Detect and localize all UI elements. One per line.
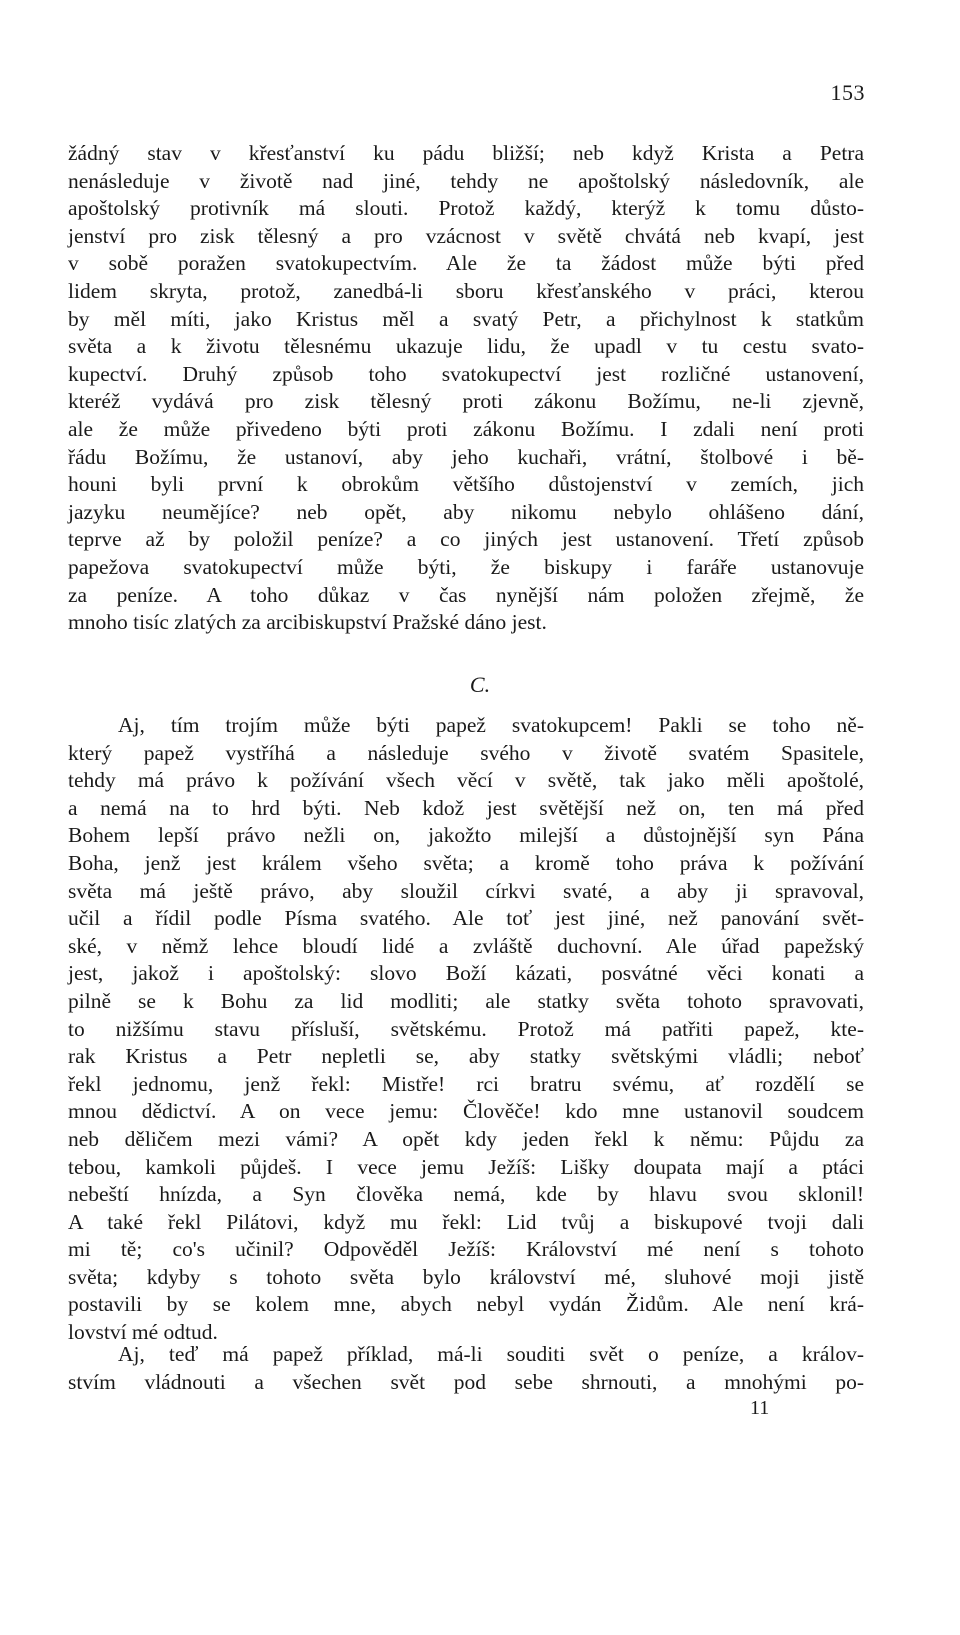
text-line: učil a řídil podle Písma svatého. Ale toť jest jiné, než panování svět- (68, 906, 864, 931)
text-line: světa a k životu tělesnému ukazuje lidu, že upadl v tu cestu svato- (68, 334, 864, 359)
text-line: řekl jednomu, jenž řekl: Mistře! rci bratru svému, ať rozdělí se (68, 1071, 864, 1096)
text-line: neb děličem mezi vámi? A opět kdy jeden řekl k němu: Půjdu za (68, 1126, 864, 1151)
paragraph-2 (68, 712, 864, 1347)
text-line: Aj, tím trojím může býti papež svatokupcem! Pakli se toho ně- (118, 713, 864, 737)
page-number: 153 (830, 80, 865, 105)
text-line: v sobě poražen svatokupectvím. Ale že ta žádost může býti před (68, 251, 864, 276)
text-line: řádu Božímu, že ustanoví, aby jeho kuchaři, vrátní, štolbové i bě- (68, 444, 864, 469)
text-line: mnoho tisíc zlatých za arcibiskupství Pražské dáno jest. (68, 610, 547, 635)
text-line: pilně se k Bohu za lid modliti; ale statky světa tohoto spravovati, (68, 988, 864, 1013)
text-line: teprve až by položil peníze? a co jiných jest ustanovení. Třetí způsob (68, 527, 864, 552)
text-line: světa; kdyby s tohoto světa bylo království mé, sluhové moji jistě (68, 1264, 864, 1289)
text-line: papežova svatokupectví může býti, že biskupy i faráře ustanovuje (68, 554, 864, 579)
section-heading: C. (469, 672, 491, 697)
text-line: mi tě; co's učinil? Odpověděl Ježíš: Království mé není s tohoto (68, 1237, 864, 1262)
text-line: Bohem lepší právo nežli on, jakožto milejší a důstojnější syn Pána (68, 823, 864, 848)
text-line: postavili by se kolem mne, abych nebyl vydán Židům. Ale není krá- (68, 1292, 864, 1317)
text-line: nebeští hnízda, a Syn člověka nemá, kde by hlavu svou sklonil! (68, 1182, 864, 1207)
printer-signature-mark: 11 (750, 1397, 770, 1419)
paragraph-3 (68, 1341, 864, 1396)
text-line: kupectví. Druhý způsob toho svatokupectví jest rozličné ustanovení, (68, 361, 864, 386)
text-line: apoštolský protivník má slouti. Protož každý, kterýž k tomu důsto- (68, 196, 864, 221)
text-line: to nižšímu stavu přísluší, světskému. Protož má patřiti papež, kte- (68, 1016, 864, 1041)
text-line: jazyku neumějíce? neb opět, aby nikomu nebylo ohlášeno dání, (68, 499, 864, 524)
text-line: tehdy má právo k požívání všech věcí v světě, tak jako měli apoštolé, (68, 768, 864, 793)
text-line: za peníze. A toho důkaz v čas nynější nám položen zřejmě, že (68, 582, 864, 607)
text-line: a nemá na to hrd býti. Neb kdož jest světější než on, ten má před (68, 795, 864, 820)
text-line: Boha, jenž jest králem všeho světa; a kromě toho práva k požívání (68, 850, 864, 875)
text-line: jest, jakož i apoštolský: slovo Boží kázati, posvátné věci konati a (68, 961, 864, 986)
text-line: kteréž vydává pro zisk tělesný proti zákonu Božímu, ne-li zjevně, (68, 389, 864, 414)
text-line: ale že může přivedeno býti proti zákonu Božímu. I zdali není proti (68, 416, 864, 441)
text-line: by měl míti, jako Kristus měl a svatý Petr, a přichylnost k statkům (68, 306, 864, 331)
text-line: tebou, kamkoli půjdeš. I vece jemu Ježíš: Lišky doupata mají a ptáci (68, 1154, 864, 1179)
text-line: světa má ještě právo, aby sloužil církvi svaté, a aby ji spravoval, (68, 878, 864, 903)
text-line: Aj, teď má papež příklad, má-li souditi svět o peníze, a králov- (118, 1342, 864, 1366)
text-line: jenství pro zisk tělesný a pro vzácnost v světě chvátá neb kvapí, jest (68, 223, 864, 248)
text-line: lovství mé odtud. (68, 1320, 218, 1345)
text-line: nenásleduje v životě nad jiné, tehdy ne apoštolský následovník, ale (68, 168, 864, 193)
text-line: houni byli první k obrokům většího důstojenství v zemích, jich (68, 472, 864, 497)
text-line: rak Kristus a Petr nepletli se, aby statky světskými vládli; neboť (68, 1044, 864, 1069)
text-line: který papež vystříhá a následuje svého v životě svatém Spasitele, (68, 740, 864, 765)
paragraph-1 (68, 140, 864, 637)
text-line: lidem skryta, protož, zanedbá-li sboru křesťanského v práci, kterou (68, 278, 864, 303)
text-line: žádný stav v křesťanství ku pádu bližší; neb když Krista a Petra (68, 141, 864, 165)
text-line: mnou dědictví. A on vece jemu: Člověče! kdo mne ustanovil soudcem (68, 1099, 864, 1124)
text-line: stvím vládnouti a všechen svět pod sebe shrnouti, a mnohými po- (68, 1369, 864, 1394)
text-line: A také řekl Pilátovi, když mu řekl: Lid tvůj a biskupové tvoji dali (68, 1209, 864, 1234)
text-line: ské, v němž lehce bloudí lidé a zvláště duchovní. Ale úřad papežský (68, 933, 864, 958)
